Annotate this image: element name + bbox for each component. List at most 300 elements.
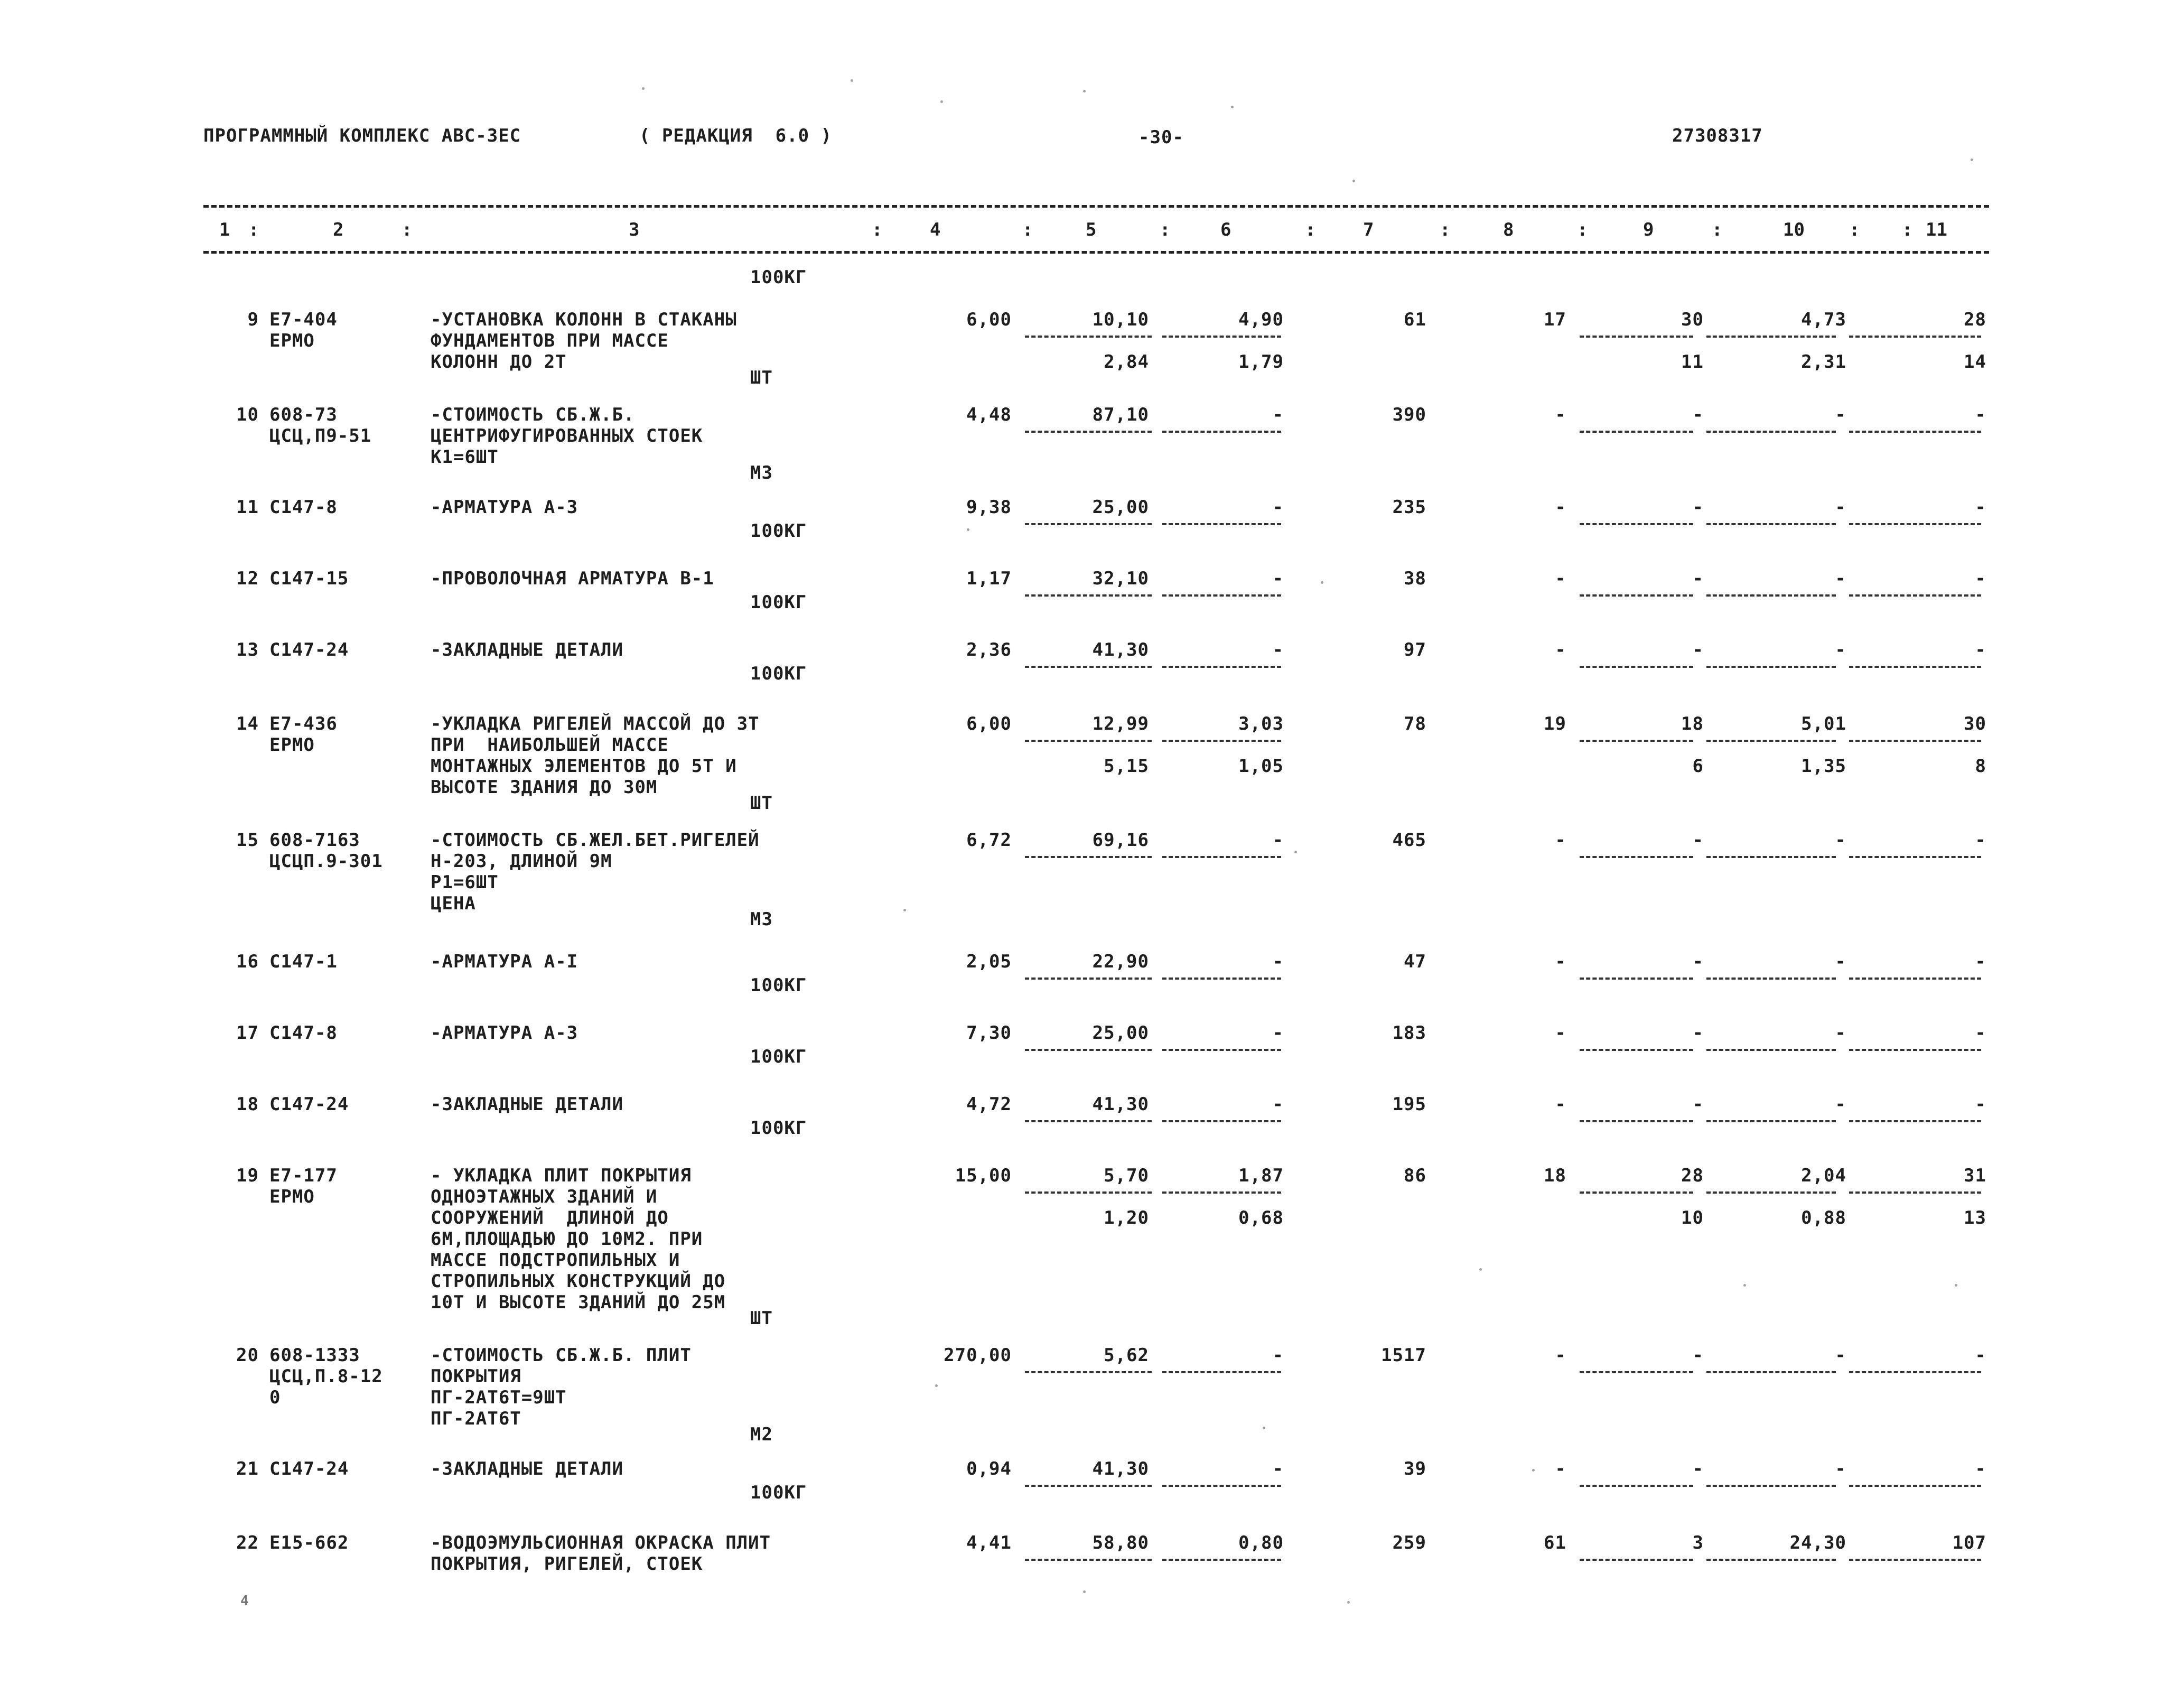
- cell-c11: -: [1975, 404, 1986, 425]
- column-separator: :: [1849, 219, 1860, 240]
- column-separator: :: [1902, 219, 1913, 240]
- cell-divider: [1162, 336, 1281, 338]
- scan-noise: [1352, 180, 1355, 182]
- cell-divider: [1580, 978, 1693, 980]
- cell-qty: 0,94: [966, 1458, 1012, 1479]
- cell-c8: -: [1555, 1022, 1566, 1044]
- cell-divider: [1580, 431, 1693, 433]
- cell-divider: [1849, 1120, 1981, 1122]
- cell-divider: [1849, 1559, 1981, 1561]
- row-unit: 100КГ: [750, 663, 807, 684]
- row-number: 10: [236, 404, 259, 425]
- cell-c10: -: [1835, 404, 1846, 425]
- cell-divider: [1025, 1191, 1152, 1194]
- cell-c9: -: [1692, 568, 1704, 589]
- cell-c6: -: [1272, 1094, 1284, 1115]
- cell-c6b: 1,79: [1238, 351, 1284, 373]
- row-code: С147-24: [269, 1094, 349, 1115]
- cell-c7: 390: [1392, 404, 1426, 425]
- scan-noise: [851, 79, 853, 82]
- scan-noise: [1083, 90, 1086, 92]
- row-number: 22: [236, 1532, 259, 1553]
- row-description: -ЗАКЛАДНЫЕ ДЕТАЛИ: [431, 639, 623, 660]
- row-code: С147-24: [269, 639, 349, 660]
- cell-divider: [1580, 740, 1693, 742]
- cell-divider: [1849, 1049, 1981, 1051]
- row-description: -УСТАНОВКА КОЛОНН В СТАКАНЫ: [431, 309, 737, 330]
- cell-c5b: 1,20: [1104, 1207, 1149, 1228]
- cell-divider: [1849, 594, 1981, 597]
- row-description: ФУНДАМЕНТОВ ПРИ МАССЕ: [431, 330, 669, 351]
- row-description: ЦЕНА: [431, 893, 476, 914]
- row-code: Е7-436: [269, 713, 338, 734]
- cell-qty: 4,48: [966, 404, 1012, 425]
- cell-c7: 47: [1404, 951, 1426, 972]
- cell-c11: 30: [1964, 713, 1986, 734]
- cell-c7: 183: [1392, 1022, 1426, 1044]
- cell-c5: 58,80: [1092, 1532, 1149, 1553]
- scan-noise: [642, 87, 645, 90]
- row-code: С147-8: [269, 497, 338, 518]
- cell-divider: [1025, 740, 1152, 742]
- row-number: 14: [236, 713, 259, 734]
- cell-divider: [1162, 1371, 1281, 1373]
- column-number: 2: [333, 219, 344, 240]
- row-description: Н-203, ДЛИНОЙ 9М: [431, 851, 612, 872]
- row-code: ЦСЦП.9-301: [269, 851, 383, 872]
- cell-c11: -: [1975, 951, 1986, 972]
- cell-c9: 28: [1681, 1165, 1704, 1186]
- row-number: 11: [236, 497, 259, 518]
- cell-c7: 38: [1404, 568, 1426, 589]
- cell-c11b: 13: [1964, 1207, 1986, 1228]
- row-description: К1=6ШТ: [431, 446, 499, 468]
- row-description: -ЗАКЛАДНЫЕ ДЕТАЛИ: [431, 1458, 623, 1479]
- cell-qty: 6,72: [966, 830, 1012, 851]
- cell-divider: [1162, 523, 1281, 525]
- cell-c8: -: [1555, 1345, 1566, 1366]
- cell-c8: -: [1555, 830, 1566, 851]
- scan-noise: [1347, 1601, 1350, 1604]
- cell-divider: [1849, 336, 1981, 338]
- cell-c7: 61: [1404, 309, 1426, 330]
- row-description: -ПРОВОЛОЧНАЯ АРМАТУРА В-1: [431, 568, 714, 589]
- row-unit: 100КГ: [750, 1046, 807, 1067]
- cell-divider: [1580, 594, 1693, 597]
- cell-divider: [1706, 523, 1836, 525]
- cell-c5: 25,00: [1092, 1022, 1149, 1044]
- cell-c8: 61: [1544, 1532, 1566, 1553]
- cell-qty: 6,00: [966, 713, 1012, 734]
- cell-c6b: 1,05: [1238, 756, 1284, 777]
- cell-qty: 4,41: [966, 1532, 1012, 1553]
- cell-c10: -: [1835, 639, 1846, 660]
- cell-divider: [1706, 336, 1836, 338]
- cell-c6: -: [1272, 568, 1284, 589]
- cell-c11: -: [1975, 1022, 1986, 1044]
- cell-c10: 2,04: [1801, 1165, 1846, 1186]
- scan-noise: [1231, 106, 1234, 108]
- row-code: ЕРМО: [269, 1186, 315, 1207]
- cell-c10b: 2,31: [1801, 351, 1846, 373]
- scan-noise: [1532, 1469, 1535, 1472]
- cell-divider: [1706, 740, 1836, 742]
- row-unit: ШТ: [750, 1308, 773, 1329]
- row-code: С147-8: [269, 1022, 338, 1044]
- cell-c5b: 2,84: [1104, 351, 1149, 373]
- cell-divider: [1580, 1371, 1693, 1373]
- cell-divider: [1025, 523, 1152, 525]
- scan-noise: [903, 909, 906, 911]
- row-description: - УКЛАДКА ПЛИТ ПОКРЫТИЯ: [431, 1165, 692, 1186]
- row-description: 10Т И ВЫСОТЕ ЗДАНИЙ ДО 25М: [431, 1292, 726, 1313]
- scan-noise: [1321, 581, 1323, 584]
- cell-c5: 5,70: [1104, 1165, 1149, 1186]
- scan-noise: [967, 528, 969, 531]
- cell-divider: [1162, 1559, 1281, 1561]
- cell-c10: -: [1835, 1345, 1846, 1366]
- row-description: СООРУЖЕНИЙ ДЛИНОЙ ДО: [431, 1207, 669, 1228]
- cell-c10b: 1,35: [1801, 756, 1846, 777]
- row-description: -ЗАКЛАДНЫЕ ДЕТАЛИ: [431, 1094, 623, 1115]
- row-code: Е7-177: [269, 1165, 338, 1186]
- cell-c9: -: [1692, 951, 1704, 972]
- cell-divider: [1706, 856, 1836, 858]
- cell-c11: 28: [1964, 309, 1986, 330]
- cell-c11: -: [1975, 568, 1986, 589]
- cell-qty: 2,36: [966, 639, 1012, 660]
- cell-c6: -: [1272, 1458, 1284, 1479]
- cell-c9b: 6: [1692, 756, 1704, 777]
- cell-c6: -: [1272, 1022, 1284, 1044]
- row-unit: ШТ: [750, 793, 773, 814]
- row-description: -АРМАТУРА А-3: [431, 1022, 578, 1044]
- cell-divider: [1849, 856, 1981, 858]
- cell-divider: [1162, 1049, 1281, 1051]
- cell-c9: -: [1692, 497, 1704, 518]
- cell-qty: 15,00: [955, 1165, 1012, 1186]
- cell-c11b: 14: [1964, 351, 1986, 373]
- column-separator: :: [872, 219, 883, 240]
- row-description: -ВОДОЭМУЛЬСИОННАЯ ОКРАСКА ПЛИТ: [431, 1532, 771, 1553]
- row-unit: 100КГ: [750, 1118, 807, 1139]
- scan-noise: [1955, 1284, 1957, 1287]
- cell-qty: 4,72: [966, 1094, 1012, 1115]
- cell-c9b: 11: [1681, 351, 1704, 373]
- scan-noise: [1971, 159, 1973, 161]
- cell-divider: [1849, 666, 1981, 668]
- cell-c8: -: [1555, 404, 1566, 425]
- cell-divider: [1162, 431, 1281, 433]
- row-unit: М3: [750, 909, 773, 930]
- cell-divider: [1162, 1120, 1281, 1122]
- column-separator: :: [1712, 219, 1723, 240]
- cell-c6: 3,03: [1238, 713, 1284, 734]
- cell-c6b: 0,68: [1238, 1207, 1284, 1228]
- row-code: Е7-404: [269, 309, 338, 330]
- cell-c7: 195: [1392, 1094, 1426, 1115]
- cell-c8: -: [1555, 951, 1566, 972]
- column-number: 8: [1503, 219, 1514, 240]
- column-number: 10: [1783, 219, 1805, 240]
- row-number: 21: [236, 1458, 259, 1479]
- cell-divider: [1706, 666, 1836, 668]
- row-unit: М2: [750, 1424, 773, 1445]
- cell-c5: 69,16: [1092, 830, 1149, 851]
- cell-qty: 1,17: [966, 568, 1012, 589]
- column-number: 11: [1926, 219, 1947, 240]
- cell-divider: [1162, 856, 1281, 858]
- column-number: 3: [629, 219, 640, 240]
- page-number: -30-: [1138, 127, 1184, 148]
- cell-divider: [1706, 1371, 1836, 1373]
- cell-c8: -: [1555, 639, 1566, 660]
- header-top-rule: [203, 205, 1989, 208]
- column-number: 1: [219, 219, 230, 240]
- row-description: КОЛОНН ДО 2Т: [431, 351, 567, 373]
- cell-c11: -: [1975, 1094, 1986, 1115]
- row-description: -УКЛАДКА РИГЕЛЕЙ МАССОЙ ДО 3Т: [431, 713, 760, 734]
- row-unit: М3: [750, 462, 773, 483]
- row-number: 18: [236, 1094, 259, 1115]
- cell-divider: [1162, 740, 1281, 742]
- footer-mark: 4: [240, 1593, 249, 1609]
- program-title: ПРОГРАММНЫЙ КОМПЛЕКС АВС-3ЕС: [203, 125, 521, 146]
- cell-c11: -: [1975, 639, 1986, 660]
- column-separator: :: [402, 219, 413, 240]
- column-number: 4: [930, 219, 941, 240]
- row-number: 16: [236, 951, 259, 972]
- row-number: 9: [247, 309, 259, 330]
- cell-divider: [1706, 1485, 1836, 1487]
- cell-divider: [1025, 1371, 1152, 1373]
- cell-c11b: 8: [1975, 756, 1986, 777]
- cell-c10: -: [1835, 1458, 1846, 1479]
- cell-c10: -: [1835, 497, 1846, 518]
- row-description: СТРОПИЛЬНЫХ КОНСТРУКЦИЙ ДО: [431, 1271, 726, 1292]
- row-description: Р1=6ШТ: [431, 872, 499, 893]
- row-code: С147-24: [269, 1458, 349, 1479]
- cell-c10: -: [1835, 568, 1846, 589]
- row-number: 17: [236, 1022, 259, 1044]
- row-unit: 100КГ: [750, 975, 807, 996]
- cell-c10: -: [1835, 1094, 1846, 1115]
- cell-c5: 22,90: [1092, 951, 1149, 972]
- row-code: 608-73: [269, 404, 338, 425]
- cell-divider: [1706, 1559, 1836, 1561]
- cell-c9: 3: [1692, 1532, 1704, 1553]
- header-bottom-rule: [203, 251, 1989, 254]
- cell-c5b: 5,15: [1104, 756, 1149, 777]
- row-description: ПОКРЫТИЯ, РИГЕЛЕЙ, СТОЕК: [431, 1553, 703, 1575]
- cell-divider: [1580, 856, 1693, 858]
- row-description: МАССЕ ПОДСТРОПИЛЬНЫХ И: [431, 1250, 680, 1271]
- cell-divider: [1849, 740, 1981, 742]
- column-number: 9: [1643, 219, 1654, 240]
- row-number: 15: [236, 830, 259, 851]
- row-number: 19: [236, 1165, 259, 1186]
- cell-divider: [1849, 978, 1981, 980]
- cell-divider: [1025, 978, 1152, 980]
- top-unit-label: 100КГ: [750, 267, 807, 288]
- edition-label: ( РЕДАКЦИЯ 6.0 ): [639, 125, 832, 146]
- cell-c6: 1,87: [1238, 1165, 1284, 1186]
- cell-divider: [1706, 594, 1836, 597]
- cell-c11: -: [1975, 497, 1986, 518]
- row-description: -АРМАТУРА А-3: [431, 497, 578, 518]
- cell-c8: 17: [1544, 309, 1566, 330]
- cell-c9: -: [1692, 1022, 1704, 1044]
- cell-divider: [1025, 594, 1152, 597]
- cell-c10: 24,30: [1789, 1532, 1846, 1553]
- row-description: ПРИ НАИБОЛЬШЕЙ МАССЕ: [431, 734, 669, 756]
- row-code: Е15-662: [269, 1532, 349, 1553]
- cell-c7: 259: [1392, 1532, 1426, 1553]
- cell-divider: [1025, 1120, 1152, 1122]
- row-description: ВЫСОТЕ ЗДАНИЯ ДО 30М: [431, 777, 658, 798]
- cell-c5: 12,99: [1092, 713, 1149, 734]
- cell-c8: -: [1555, 568, 1566, 589]
- cell-c9: -: [1692, 639, 1704, 660]
- cell-c5: 5,62: [1104, 1345, 1149, 1366]
- cell-c6: -: [1272, 497, 1284, 518]
- row-description: 6М,ПЛОЩАДЬЮ ДО 10М2. ПРИ: [431, 1228, 703, 1250]
- cell-divider: [1580, 666, 1693, 668]
- cell-divider: [1025, 1559, 1152, 1561]
- row-description: -СТОИМОСТЬ СБ.Ж.Б.: [431, 404, 635, 425]
- cell-divider: [1849, 1371, 1981, 1373]
- column-separator: :: [1577, 219, 1588, 240]
- cell-divider: [1025, 856, 1152, 858]
- cell-c9: -: [1692, 1345, 1704, 1366]
- row-unit: ШТ: [750, 367, 773, 388]
- cell-c7: 39: [1404, 1458, 1426, 1479]
- cell-qty: 2,05: [966, 951, 1012, 972]
- cell-qty: 6,00: [966, 309, 1012, 330]
- column-number: 7: [1363, 219, 1374, 240]
- cell-c5: 87,10: [1092, 404, 1149, 425]
- row-code: 608-1333: [269, 1345, 360, 1366]
- cell-divider: [1706, 1049, 1836, 1051]
- cell-c7: 465: [1392, 830, 1426, 851]
- scan-noise: [940, 100, 943, 103]
- column-separator: :: [1440, 219, 1451, 240]
- cell-c6: -: [1272, 639, 1284, 660]
- cell-c10: -: [1835, 1022, 1846, 1044]
- row-description: -АРМАТУРА А-I: [431, 951, 578, 972]
- cell-c6: -: [1272, 404, 1284, 425]
- row-description: МОНТАЖНЫХ ЭЛЕМЕНТОВ ДО 5Т И: [431, 756, 737, 777]
- row-code: 0: [269, 1387, 281, 1408]
- cell-c7: 235: [1392, 497, 1426, 518]
- cell-c5: 41,30: [1092, 639, 1149, 660]
- cell-divider: [1706, 431, 1836, 433]
- row-unit: 100КГ: [750, 1482, 807, 1503]
- cell-c7: 97: [1404, 639, 1426, 660]
- scan-noise: [1083, 1590, 1086, 1593]
- cell-c5: 25,00: [1092, 497, 1149, 518]
- cell-c5: 41,30: [1092, 1094, 1149, 1115]
- cell-c10b: 0,88: [1801, 1207, 1846, 1228]
- cell-divider: [1162, 594, 1281, 597]
- scan-noise: [1263, 1427, 1265, 1429]
- cell-divider: [1706, 1191, 1836, 1194]
- cell-c8: -: [1555, 497, 1566, 518]
- row-number: 13: [236, 639, 259, 660]
- cell-c6: -: [1272, 1345, 1284, 1366]
- cell-divider: [1849, 523, 1981, 525]
- cell-c6: -: [1272, 830, 1284, 851]
- column-separator: :: [1305, 219, 1316, 240]
- cell-divider: [1706, 978, 1836, 980]
- cell-divider: [1849, 1191, 1981, 1194]
- cell-divider: [1849, 431, 1981, 433]
- row-code: 608-7163: [269, 830, 360, 851]
- cell-divider: [1162, 1485, 1281, 1487]
- cell-c11: 31: [1964, 1165, 1986, 1186]
- cell-c9: -: [1692, 1458, 1704, 1479]
- document-code: 27308317: [1672, 125, 1763, 146]
- cell-divider: [1580, 336, 1693, 338]
- cell-c11: -: [1975, 1345, 1986, 1366]
- cell-c9: 30: [1681, 309, 1704, 330]
- row-number: 12: [236, 568, 259, 589]
- row-description: ОДНОЭТАЖНЫХ ЗДАНИЙ И: [431, 1186, 658, 1207]
- cell-c9b: 10: [1681, 1207, 1704, 1228]
- cell-divider: [1025, 431, 1152, 433]
- cell-c5: 32,10: [1092, 568, 1149, 589]
- scan-noise: [1743, 1284, 1746, 1287]
- cell-divider: [1580, 1191, 1693, 1194]
- cell-c6: 0,80: [1238, 1532, 1284, 1553]
- row-description: ПГ-2АТ6Т=9ШТ: [431, 1387, 567, 1408]
- cell-c5: 41,30: [1092, 1458, 1149, 1479]
- row-description: ЦЕНТРИФУГИРОВАННЫХ СТОЕК: [431, 425, 703, 446]
- cell-divider: [1162, 1191, 1281, 1194]
- row-code: ЕРМО: [269, 330, 315, 351]
- cell-c9: -: [1692, 404, 1704, 425]
- scan-noise: [1479, 1268, 1482, 1271]
- cell-c8: 18: [1544, 1165, 1566, 1186]
- column-separator: :: [248, 219, 259, 240]
- cell-c9: -: [1692, 1094, 1704, 1115]
- row-unit: 100КГ: [750, 592, 807, 613]
- row-description: ПОКРЫТИЯ: [431, 1366, 521, 1387]
- column-separator: :: [1022, 219, 1033, 240]
- cell-divider: [1025, 1049, 1152, 1051]
- cell-c8: -: [1555, 1458, 1566, 1479]
- scan-noise: [935, 1384, 938, 1387]
- cell-c8: 19: [1544, 713, 1566, 734]
- cell-qty: 7,30: [966, 1022, 1012, 1044]
- cell-c9: 18: [1681, 713, 1704, 734]
- cell-c7: 78: [1404, 713, 1426, 734]
- cell-c10: -: [1835, 951, 1846, 972]
- cell-c11: 107: [1952, 1532, 1986, 1553]
- cell-c11: -: [1975, 830, 1986, 851]
- cell-c5: 10,10: [1092, 309, 1149, 330]
- scan-noise: [1294, 851, 1297, 853]
- row-code: ЦСЦ,П.8-12: [269, 1366, 383, 1387]
- row-code: С147-15: [269, 568, 349, 589]
- cell-divider: [1025, 336, 1152, 338]
- cell-c7: 1517: [1381, 1345, 1426, 1366]
- cell-qty: 9,38: [966, 497, 1012, 518]
- row-code: С147-1: [269, 951, 338, 972]
- column-number: 6: [1220, 219, 1231, 240]
- cell-divider: [1580, 523, 1693, 525]
- row-code: ЕРМО: [269, 734, 315, 756]
